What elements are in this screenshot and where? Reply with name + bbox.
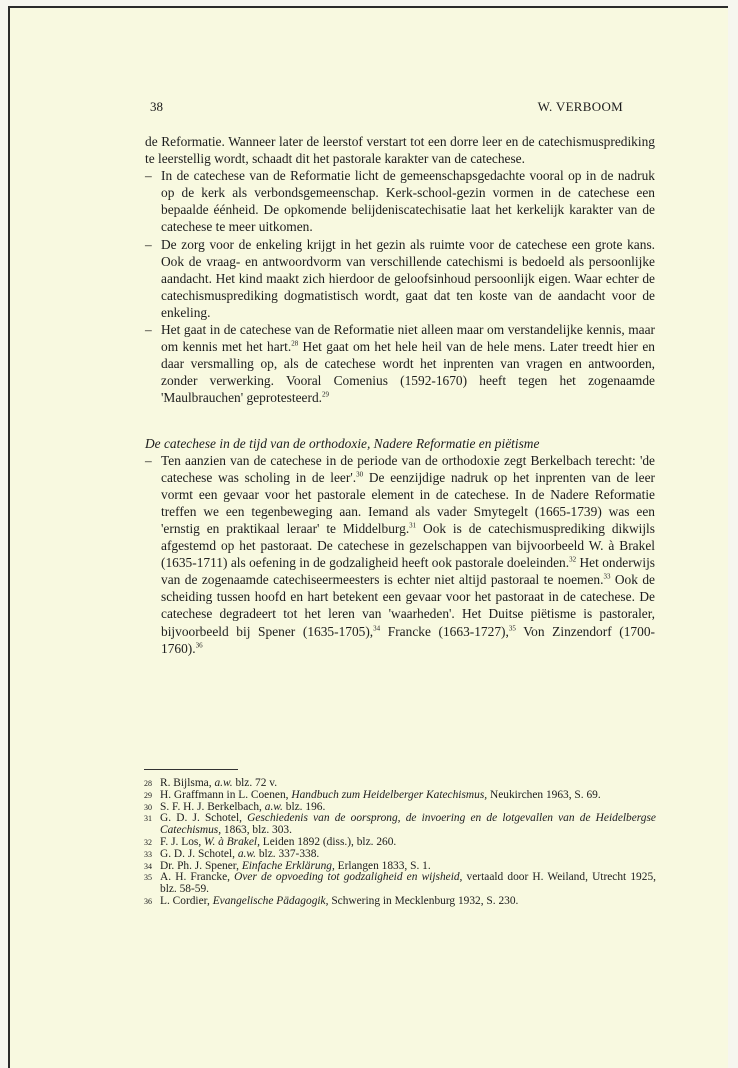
section-heading: De catechese in de tijd van de orthodoxie, Nadere Reformatie en piëtisme (145, 435, 540, 451)
footnote-ref: 29 (321, 390, 329, 399)
footnote-ref: 35 (508, 624, 516, 633)
footnote: 36 L. Cordier, Evangelische Pädagogik, Schwering in Mecklenburg 1932, S. 230. (144, 894, 519, 907)
footnote-ref: 30 (356, 470, 364, 479)
footnotes (144, 778, 656, 908)
footnote-ref: 28 (291, 339, 299, 348)
list-item: – Ten aanzien van de catechese in de periode van de orthodoxie zegt Berkelbach terecht: 'de catechese was scholing in de leer'.$^{30}$ De eenzijdige nadruk op het inprenten van de leer vormt een gevaar voor het pastorale element in de catechese. In de Nadere Reformatie treffen we een tegenbeweging aan. Iemand als vader Smytegelt (1665-1739) was een 'ernstig en praktikaal leraar' te Middelburg.$^{31}$ Ook is de catechismusprediking dikwijls afgestemd op het pastoraat. De catechese in gezelschappen van bijvoorbeeld W. à Brakel (1635-1711) als oefening in de godzaligheid heeft ook pastorale doeleinden.$^{32}$ Het onderwijs van de zogenaamde catechiseermeesters is echter niet altijd pastoraal te noemen.$^{33}$ Ook de scheiding tussen hoofd en hart betekent een gevaar voor het pastoraat in de catechese. De catechese degradeert tot het leren van 'waarheden'. Het Duitse piëtisme is pastoraler, bijvoorbeeld bij Spener (1635-1705),$^{34}$ Francke (1663-1727),$^{35}$ Von Zinzendorf (1700-1760).$^{36}$ (145, 452, 655, 656)
footnote-ref: 32 (569, 555, 577, 564)
footnote-divider (144, 769, 238, 770)
footnote: 29 H. Graffmann in L. Coenen, Handbuch zum Heidelberger Katechismus, Neukirchen 1963, S. 69. (144, 788, 601, 801)
bullet-text: In de catechese van de Reformatie licht de gemeenschapsgedachte vooral op in de nadruk op de kerk als verbondsgemeenschap. Kerk-school-gezin vormen in de catechese een bepaalde éénheid. De opkomende belijdeniscatechisatie laat het kerkelijk karakter van de catechese te meer uitkomen. (161, 168, 655, 235)
body-text (145, 133, 655, 657)
bullet-text: De zorg voor de enkeling krijgt in het gezin als ruimte voor de catechese een grote kans. Ook de vraag- en antwoordvorm van verschillende catechismi is bedoeld als persoonlijke aandacht. Het kind maakt zich hierdoor de geloofsinhoud persoonlijk eigen. Waar echter de catechismusprediking dogmatistisch wordt, gaat dat ten koste van de aandacht voor de enkeling. (161, 236, 655, 320)
footnote-ref: 33 (603, 572, 611, 581)
footnote: 33 G. D. J. Schotel, a.w. blz. 337-338. (144, 847, 320, 860)
footnote: 34 Dr. Ph. J. Spener, Einfache Erklärung, Erlangen 1833, S. 1. (144, 859, 431, 872)
footnote: 31 G. D. J. Schotel, Geschiedenis van de oorsprong, de invoering en de lotgevallen van de Heidelbergse Catechismus, 1863, blz. 303. (144, 812, 656, 837)
running-head: W. VERBOOM (537, 99, 623, 114)
page-number: 38 (150, 99, 163, 114)
footnote: 28 R. Bijlsma, a.w. blz. 72 v. (144, 777, 278, 789)
intro-paragraph: de Reformatie. Wanneer later de leerstof verstart tot een dorre leer en de catechismusprediking te leerstellig wordt, schaadt dit het pastorale karakter van de catechese. (145, 134, 655, 167)
footnote: 35 A. H. Francke, Over de opvoeding tot godzaligheid en wijsheid, vertaald door H. Weiland, Utrecht 1925, blz. 58-59. (144, 871, 656, 896)
footnote-ref: 36 (195, 641, 203, 650)
footnote-ref: 34 (373, 624, 381, 633)
footnote: 32 F. J. Los, W. à Brakel, Leiden 1892 (diss.), blz. 260. (144, 835, 397, 848)
list-item: – Het gaat in de catechese van de Reformatie niet alleen maar om verstandelijke kennis, maar om kennis met het hart.$^{28}$ Het gaat om het hele heil van de hele mens. Later treedt hier en daar versmalling op, als de catechese wordt het inprenten van vragen en antwoorden, zonder verwerking. Vooral Comenius (1592-1670) heeft tegen het zogenaamde 'Maulbrauchen' geprotesteerd.$^{29}$ (145, 322, 655, 406)
footnote: 30 S. F. H. J. Berkelbach, a.w. blz. 196. (144, 800, 326, 813)
list-item: – In de catechese van de Reformatie licht de gemeenschapsgedachte vooral op in de nadruk op de kerk als verbondsgemeenschap. Kerk-school-gezin vormen in de catechese een bepaalde éénheid. De opkomende belijdeniscatechisatie laat het kerkelijk karakter van de catechese te meer uitkomen. (145, 168, 655, 235)
footnote-ref: 31 (409, 521, 417, 530)
list-item: – De zorg voor de enkeling krijgt in het gezin als ruimte voor de catechese een grote kans. Ook de vraag- en antwoordvorm van verschillende catechismi is bedoeld als persoonlijke aandacht. Het kind maakt zich hierdoor de geloofsinhoud persoonlijk eigen. Waar echter de catechismusprediking dogmatistisch wordt, gaat dat ten koste van de aandacht voor de enkeling. (145, 236, 655, 320)
